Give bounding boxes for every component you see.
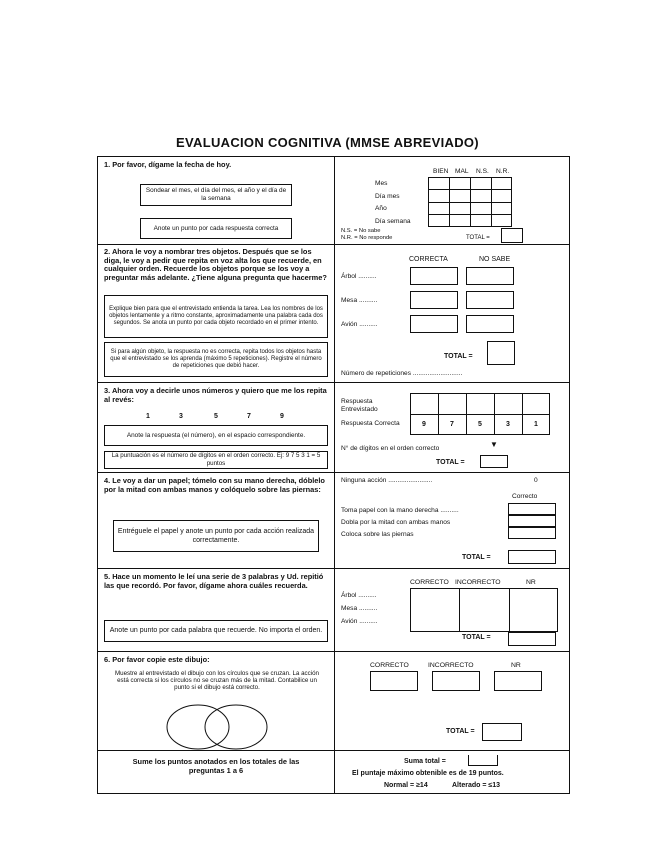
header-nr: NR: [526, 579, 536, 586]
grid-line: [428, 214, 512, 215]
header-correcto: CORRECTO: [370, 662, 409, 669]
answer-box[interactable]: [466, 267, 514, 285]
left-circle: [167, 705, 229, 749]
ninguna-accion-label: Ninguna acción ........................: [341, 477, 433, 484]
answer-box[interactable]: [410, 315, 458, 333]
total-label: TOTAL =: [466, 235, 490, 241]
instruction-box: Anote un punto por cada palabra que recuerde. No importa el orden.: [104, 620, 328, 642]
instruction-box: Anote la respuesta (el número), en el espacio correspondiente.: [104, 425, 328, 446]
number-5: 5: [214, 413, 218, 420]
total-box[interactable]: [508, 550, 556, 564]
action-3: Coloca sobre las piernas: [341, 531, 414, 538]
correct-digit: 9: [422, 421, 426, 428]
section-divider: [98, 244, 570, 245]
header-correcta: CORRECTA: [409, 256, 448, 263]
column-divider: [334, 157, 335, 794]
answer-box[interactable]: [410, 267, 458, 285]
question-2: 2. Ahora le voy a nombrar tres objetos. Después que se los diga, le voy a pedir que repita en voz alta los que recuerde, en cualquier orden. Recuerde los objetos porque se los voy a preguntar más adelante. ¿Tiene alguna pregunta que hacerme?: [104, 247, 327, 282]
grid-line: [428, 202, 512, 203]
test-form: [97, 156, 570, 794]
instruction-box: Explique bien para que el entrevistado entienda la tarea. Lea los nombres de los objetos lentamente y a ritmo constante, aproximadamente una palabra cada dos segundos. Se anota un punto por cada objeto recordado en el primer intento.: [104, 295, 328, 338]
legend-ns: N.S. = No sabe: [341, 228, 381, 234]
total-box[interactable]: [487, 341, 515, 365]
page-title: EVALUACION COGNITIVA (MMSE ABREVIADO): [176, 135, 479, 150]
answer-box[interactable]: [508, 503, 556, 515]
section-divider: [98, 568, 570, 569]
question-1: 1. Por favor, dígame la fecha de hoy.: [104, 160, 232, 169]
total-box[interactable]: [482, 723, 522, 741]
header-incorrecto: INCORRECTO: [455, 579, 501, 586]
grid-line: [466, 393, 467, 435]
recall-grid[interactable]: [410, 588, 558, 632]
number-3: 3: [179, 413, 183, 420]
question-3: 3. Ahora voy a decirle unos números y quiero que me los repita al revés:: [104, 386, 327, 404]
repetitions-label: Número de repeticiones ...........................: [341, 370, 463, 377]
section-divider: [98, 382, 570, 383]
grid-line: [438, 393, 439, 435]
ninguna-accion-value: 0: [534, 477, 538, 484]
instruction-box: La puntuación es el número de dígitos en el orden correcto. Ej: 9 7 5 3 1 = 5 puntos: [104, 451, 328, 469]
number-7: 7: [247, 413, 251, 420]
correct-digit: 1: [534, 421, 538, 428]
header-incorrecto: INCORRECTO: [428, 662, 474, 669]
header-no-sabe: NO SABE: [479, 256, 511, 263]
total-label: TOTAL =: [436, 459, 465, 466]
header-nr: N.R.: [496, 168, 510, 175]
row-dia-semana: Día semana: [375, 218, 411, 225]
instruction-box: Anote un punto por cada respuesta correcta: [140, 218, 292, 239]
row-ano: Año: [375, 205, 387, 212]
correct-digit: 5: [478, 421, 482, 428]
total-box[interactable]: [508, 632, 556, 646]
item-arbol: Árbol ..........: [341, 273, 377, 280]
instruction-box: Si para algún objeto, la respuesta no es correcta, repita todos los objetos hasta que el entrevistado se los aprenda (máximo 5 repeticiones). Registre el número de repeticiones que debió hacer.: [104, 342, 328, 377]
grid-line: [459, 588, 460, 632]
answer-box[interactable]: [466, 291, 514, 309]
arrow-down-icon: ▼: [490, 440, 498, 449]
row-mes: Mes: [375, 180, 388, 187]
sum-total-box[interactable]: [468, 755, 498, 766]
total-label: TOTAL =: [444, 353, 473, 360]
answer-box[interactable]: [410, 291, 458, 309]
section-divider: [98, 472, 570, 473]
total-label: TOTAL =: [462, 634, 491, 641]
total-label: TOTAL =: [462, 554, 491, 561]
number-1: 1: [146, 413, 150, 420]
number-9: 9: [280, 413, 284, 420]
header-ns: N.S.: [476, 168, 489, 175]
grid-line: [522, 393, 523, 435]
grid-line: [428, 189, 512, 190]
total-box[interactable]: [480, 455, 508, 468]
label-respuesta-entrevistado: Respuesta Entrevistado: [341, 398, 378, 413]
answer-box[interactable]: [432, 671, 480, 691]
correcto-header: Correcto: [512, 493, 538, 500]
answer-box[interactable]: [494, 671, 542, 691]
legend-nr: N.R. = No responde: [341, 235, 393, 241]
instructions-6: Muestre al entrevistado el dibujo con los círculos que se cruzan. La acción está correcta si los círculos no se cruzan más de la mitad. Contabilice un punto si el dibujo está correcto.: [115, 670, 319, 692]
header-bien: BIEN: [433, 168, 449, 175]
grid-line: [509, 588, 510, 632]
action-2: Dobla por la mitad con ambas manos: [341, 519, 451, 526]
section-divider: [98, 651, 570, 652]
answer-box[interactable]: [466, 315, 514, 333]
altered-range: Alterado = ≤13: [452, 782, 500, 789]
item-arbol: Árbol ..........: [341, 592, 377, 599]
grid-line: [410, 414, 550, 415]
correct-digit: 7: [450, 421, 454, 428]
correct-digit: 3: [506, 421, 510, 428]
grid-line: [494, 393, 495, 435]
action-1: Toma papel con la mano derecha ..........: [341, 507, 459, 514]
normal-range: Normal = ≥14: [384, 782, 428, 789]
digits-count-label: N° de dígitos en el orden correcto: [341, 445, 440, 452]
label-respuesta-correcta: Respuesta Correcta: [341, 420, 400, 427]
item-mesa: Mesa ..........: [341, 297, 378, 304]
sum-note: Sume los puntos anotados en los totales de las preguntas 1 a 6: [132, 757, 300, 775]
question-4: 4. Le voy a dar un papel; tómelo con su mano derecha, dóblelo por la mitad con ambas manos y colóquelo sobre las piernas:: [104, 476, 325, 494]
question-5: 5. Hace un momento le leí una serie de 3 palabras y Ud. repitió las que recordó. Por favor, dígame ahora cuáles recuerda.: [104, 572, 324, 590]
header-correcto: CORRECTO: [410, 579, 449, 586]
item-mesa: Mesa ..........: [341, 605, 378, 612]
item-avion: Avión ..........: [341, 618, 378, 625]
right-circle: [205, 705, 267, 749]
answer-box[interactable]: [508, 527, 556, 539]
sum-total-label: Suma total =: [404, 758, 446, 765]
total-label: TOTAL =: [446, 728, 475, 735]
instruction-box: Entréguele el papel y anote un punto por cada acción realizada correctamente.: [113, 520, 319, 552]
row-dia-mes: Día mes: [375, 193, 400, 200]
answer-box[interactable]: [370, 671, 418, 691]
intersecting-circles-drawing: [158, 702, 278, 752]
answer-box[interactable]: [508, 515, 556, 527]
total-box[interactable]: [501, 228, 523, 243]
header-mal: MAL: [455, 168, 469, 175]
instruction-box: Sondear el mes, el día del mes, el año y el día de la semana: [140, 184, 292, 206]
max-score-note: El puntaje máximo obtenible es de 19 puntos.: [352, 770, 504, 777]
header-nr: NR: [511, 662, 521, 669]
question-6: 6. Por favor copie este dibujo:: [104, 655, 210, 664]
item-avion: Avión ..........: [341, 321, 378, 328]
